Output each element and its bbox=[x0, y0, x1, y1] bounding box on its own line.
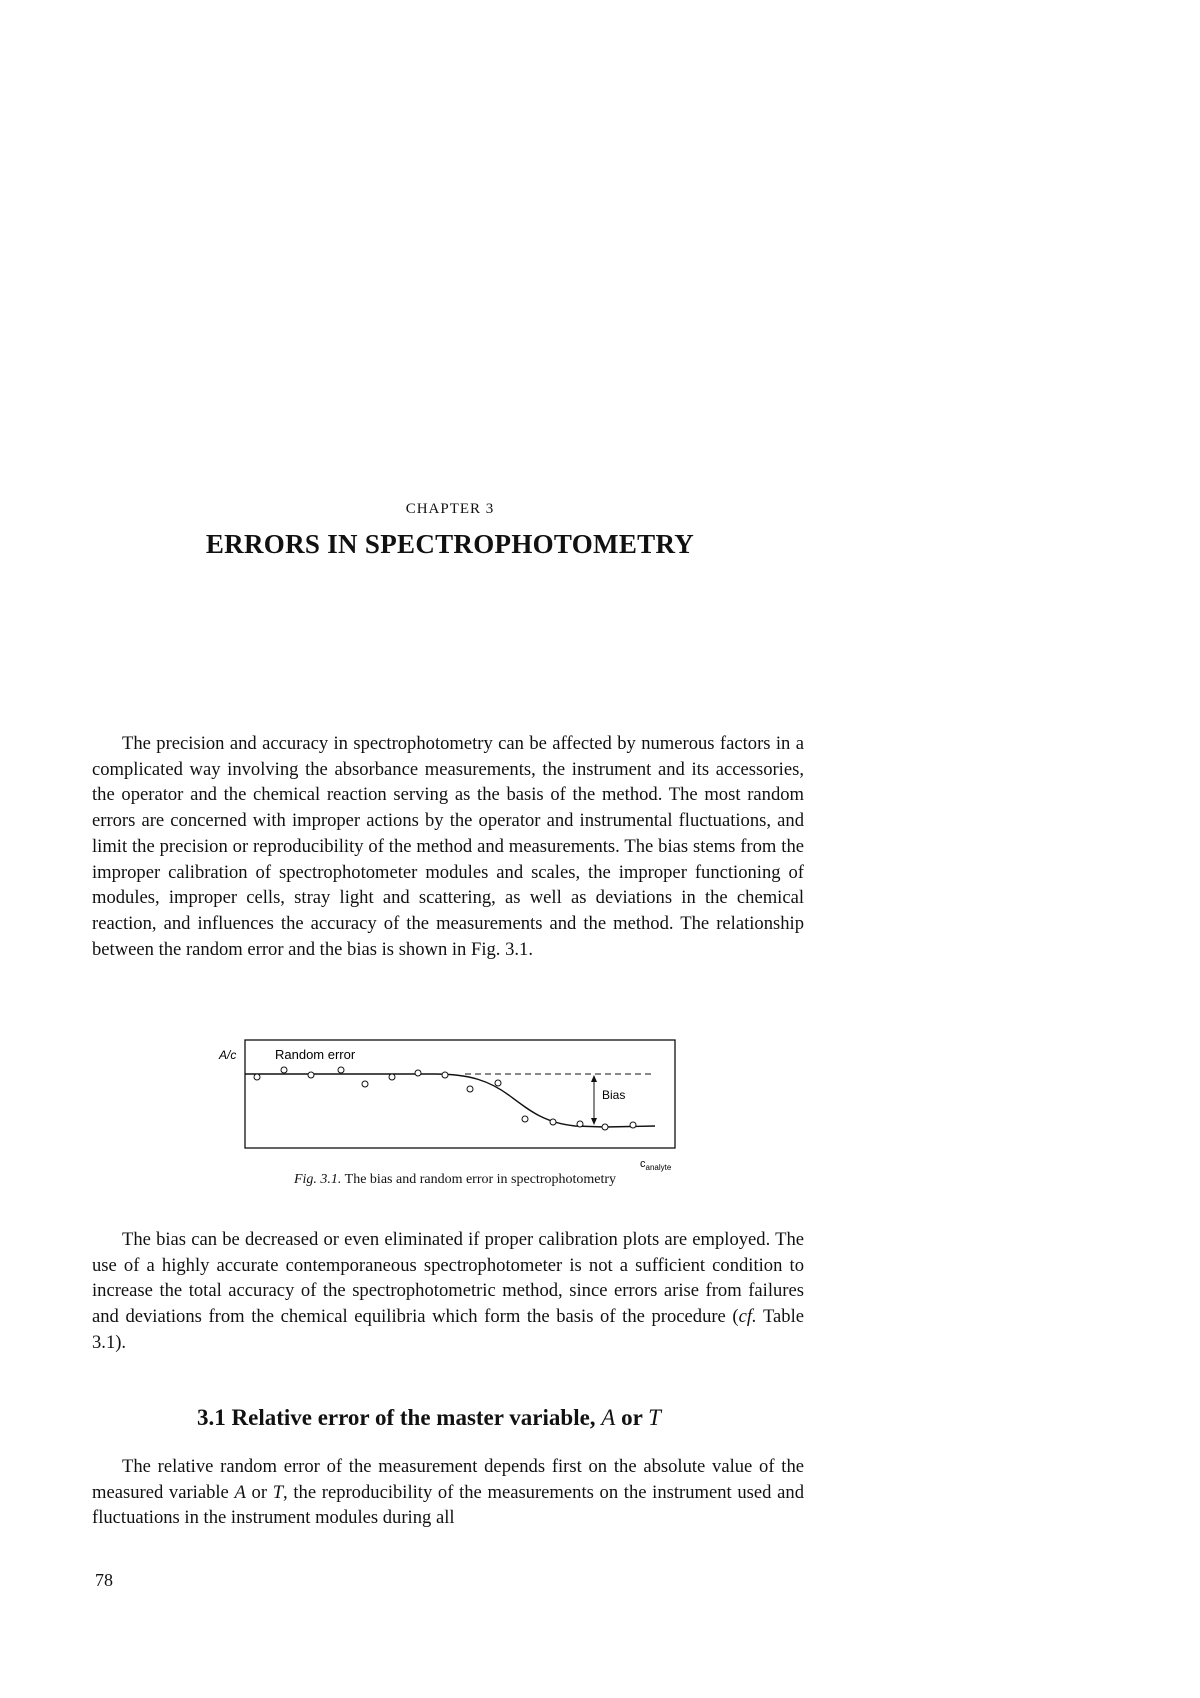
data-point bbox=[467, 1086, 473, 1092]
figure-3-1 bbox=[205, 1026, 705, 1186]
paragraph-bias-text: The bias can be decreased or even eliminated if proper calibration plots are employed. The use of a highly accurate contemporaneous spectrophotometer is not a sufficient condition to increase the total accuracy of the spectrophotometric method, since errors arise from failures and deviations from the chemical equilibria which form the basis of the procedure ( bbox=[92, 1229, 804, 1328]
bias-arrow-head-bottom bbox=[591, 1118, 597, 1125]
bias-label: Bias bbox=[602, 1088, 626, 1102]
data-point bbox=[577, 1121, 583, 1127]
data-point bbox=[495, 1080, 501, 1086]
section-or: or bbox=[621, 1405, 643, 1430]
section-heading bbox=[197, 1405, 661, 1431]
paragraph-relative-error bbox=[92, 1454, 804, 1531]
random-error-label: Random error bbox=[275, 1047, 356, 1062]
data-point bbox=[442, 1072, 448, 1078]
section-var-a: A bbox=[601, 1405, 616, 1430]
data-point bbox=[308, 1072, 314, 1078]
figure-caption-label: Fig. 3.1. bbox=[293, 1172, 342, 1187]
figure-caption bbox=[0, 1172, 910, 1188]
figure-caption-text: The bias and random error in spectrophotometry bbox=[341, 1172, 617, 1187]
data-point bbox=[602, 1124, 608, 1130]
data-point bbox=[254, 1074, 260, 1080]
bias-arrow-head-top bbox=[591, 1075, 597, 1082]
var-t: T bbox=[272, 1481, 284, 1503]
var-a: A bbox=[234, 1481, 246, 1503]
page-number: 78 bbox=[95, 1570, 113, 1590]
data-points bbox=[254, 1067, 636, 1130]
paragraph-bias bbox=[92, 1227, 804, 1356]
data-point bbox=[550, 1119, 556, 1125]
y-axis-label: A/c bbox=[219, 1048, 237, 1062]
section-number: 3.1 bbox=[197, 1405, 226, 1430]
data-point bbox=[281, 1067, 287, 1073]
paragraph-intro: The precision and accuracy in spectrophotometry can be affected by numerous factors in a complicated way involving the absorbance measurements, the instrument and its accessories, the operator and the chemical reaction serving as the basis of the method. The most random errors are concerned with improper actions by the operator and instrumental fluctuations, and limit the precision or reproducibility of the method and measurements. The bias stems from the improper calibration of spectrophotometer modules and scales, the improper functioning of modules, improper cells, stray light and scattering, as well as deviations in the chemical reaction, and influences the accuracy of the measurements and the method. The relationship between the random error and the bias is shown in Fig. 3.1. bbox=[92, 733, 804, 960]
chapter-label: CHAPTER 3 bbox=[405, 501, 495, 517]
chapter-title: ERRORS IN SPECTROPHOTOMETRY bbox=[205, 529, 695, 559]
data-point bbox=[362, 1081, 368, 1087]
x-axis-label: $c_{analyte}$ bbox=[640, 1158, 672, 1172]
data-point bbox=[415, 1070, 421, 1076]
data-point bbox=[630, 1122, 636, 1128]
data-point bbox=[522, 1116, 528, 1122]
cf-abbrev: cf. bbox=[738, 1306, 757, 1328]
section-title: Relative error of the master variable, bbox=[231, 1405, 596, 1430]
word-or: or bbox=[245, 1481, 273, 1503]
paragraph-relative-error-text: The relative random error of the measurement depends first on the absolute value of the measured variable bbox=[92, 1456, 804, 1503]
section-var-t: T bbox=[648, 1405, 661, 1430]
data-point bbox=[389, 1074, 395, 1080]
data-point bbox=[338, 1067, 344, 1073]
paragraph-bias-tail: Table 3.1). bbox=[92, 1306, 804, 1353]
paragraph-relative-error-tail: , the reproducibility of the measurements on the instrument used and fluctuations in the instrument modules during all bbox=[92, 1481, 804, 1529]
